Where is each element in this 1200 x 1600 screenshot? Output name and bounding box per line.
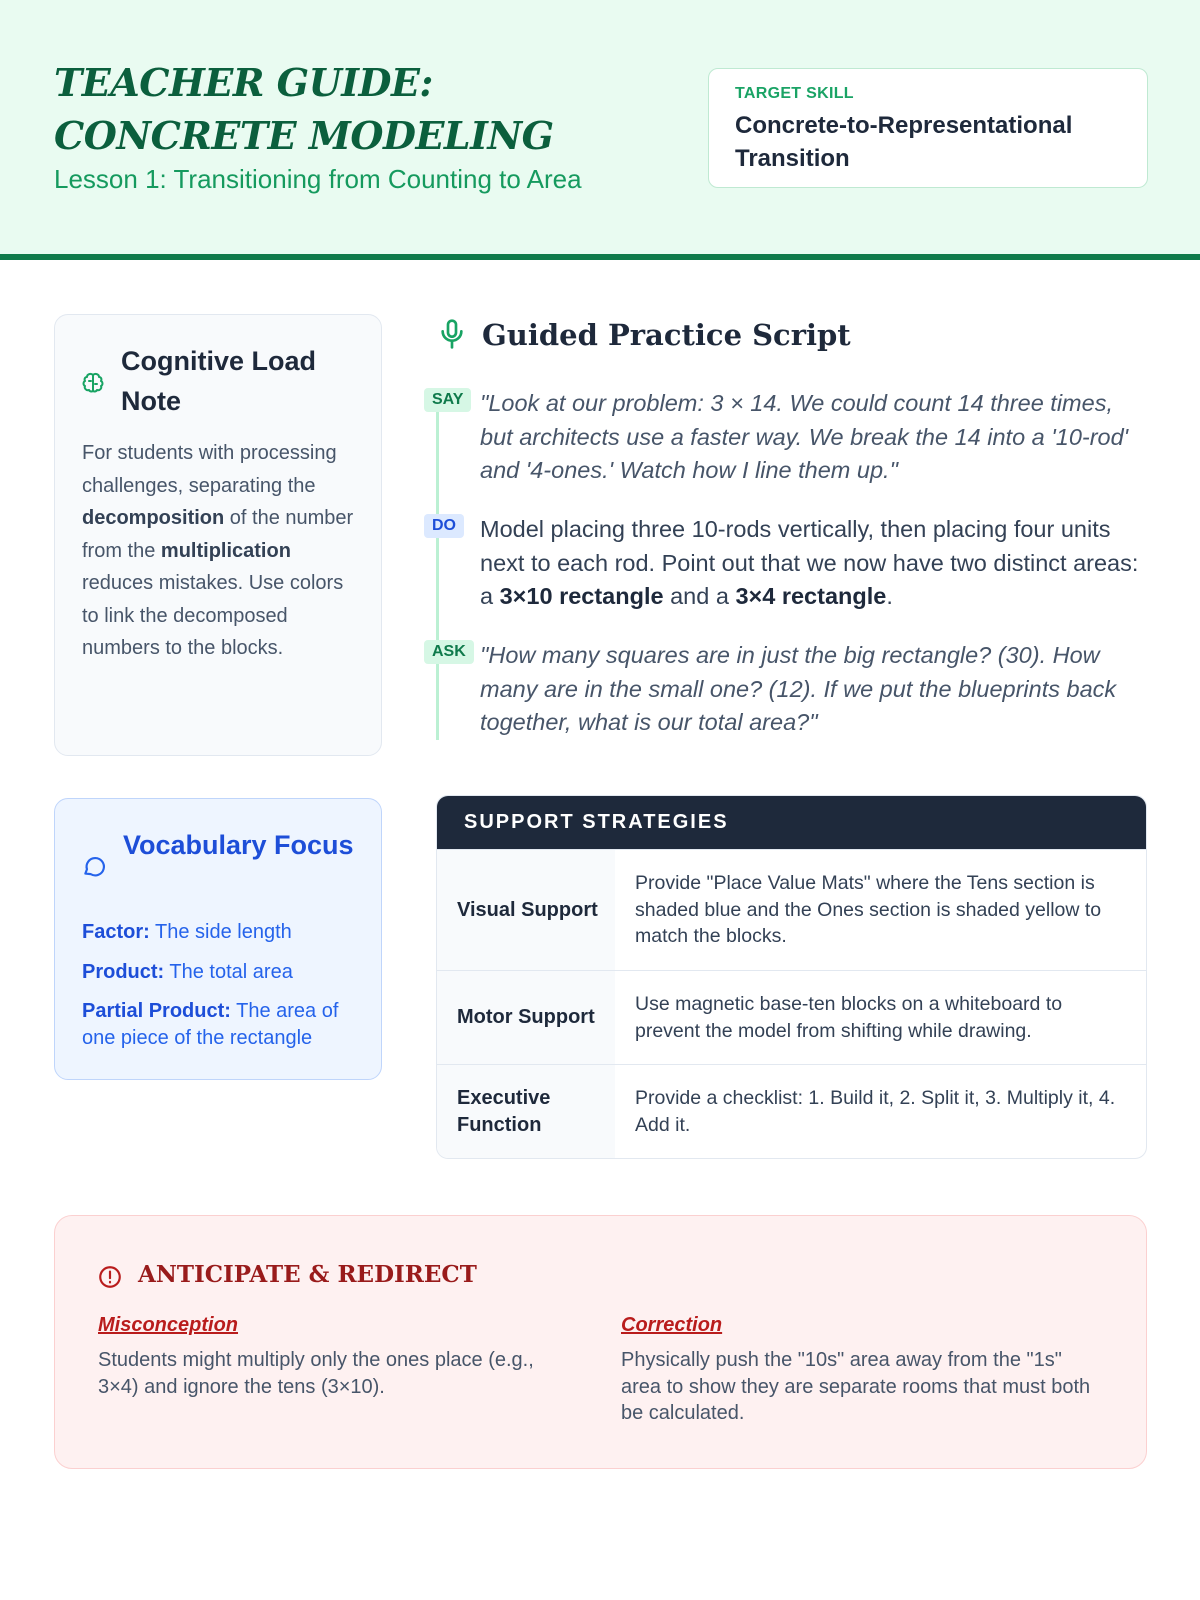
cognitive-load-note: [54, 314, 382, 756]
target-skill-value: Concrete-to-Representational Transition: [735, 112, 1073, 172]
brain-icon: [81, 371, 105, 400]
page-title: TEACHER GUIDE: CONCRETE MODELING: [54, 60, 554, 158]
strategy-value: Provide a checklist: 1. Build it, 2. Split it, 3. Multiply it, 4. Add it.: [635, 1087, 1116, 1136]
do-text: Model placing three 10-rods vertically, then placing four units next to each rod. Point out that we now have two distinct areas: a 3×10 rectangle and a 3×4 rectangle.: [480, 516, 1139, 609]
vocabulary-focus: [54, 798, 382, 1080]
target-skill-card: [708, 68, 1148, 188]
vocab-item-factor: Factor: The side length: [82, 921, 292, 943]
support-strategies-table: [436, 795, 1147, 1159]
misconception-label: Misconception: [98, 1314, 239, 1336]
strategy-label: Executive Function: [437, 1065, 615, 1158]
vocab-item-partial-product: Partial Product: The area of one piece of the rectangle: [82, 1000, 339, 1049]
anticipate-title: ANTICIPATE & REDIRECT: [138, 1261, 477, 1288]
do-tag: DO: [424, 514, 464, 538]
microphone-icon: [436, 318, 468, 355]
table-row: [437, 970, 1146, 1064]
ask-tag: ASK: [424, 640, 474, 664]
say-text: "Look at our problem: 3 × 14. We could count 14 three times, but architects use a faster way. We break the 14 into a '10-rod' and '4-ones.' Watch how I line them up.": [480, 390, 1129, 483]
vocabulary-list: [82, 919, 372, 1064]
ask-text: "How many squares are in just the big rectangle? (30). How many are in the small one? (12). If we put the blueprints back together, what is our total area?": [480, 642, 1117, 735]
speech-bubble-icon: [81, 853, 107, 884]
anticipate-redirect-card: [54, 1215, 1147, 1469]
cognitive-load-text: For students with processing challenges, separating the decomposition of the number from the multiplication reduces mistakes. Use colors to link the decomposed numbers to the blocks.: [82, 442, 354, 659]
correction-text: Physically push the "10s" area away from the "1s" area to show they are separate rooms that must both be calculated.: [621, 1349, 1091, 1424]
vocab-item-product: Product: The total area: [82, 960, 293, 983]
support-strategies-header: SUPPORT STRATEGIES: [437, 796, 1146, 849]
header: [0, 0, 1200, 260]
table-row: [437, 1064, 1146, 1158]
alert-circle-icon: [97, 1264, 123, 1295]
vocabulary-title: Vocabulary Focus: [123, 830, 354, 860]
target-skill-label: TARGET SKILL: [735, 85, 854, 102]
cognitive-load-title: Cognitive Load Note: [121, 346, 316, 416]
strategy-value: Provide "Place Value Mats" where the Tens section is shaded blue and the Ones section is shaded yellow to match the blocks.: [635, 872, 1102, 948]
strategy-label: Visual Support: [437, 850, 615, 970]
script-timeline: [436, 400, 439, 740]
strategy-value: Use magnetic base-ten blocks on a whiteboard to prevent the model from shifting while drawing.: [635, 993, 1063, 1042]
table-row: [437, 849, 1146, 970]
say-tag: SAY: [424, 388, 471, 412]
strategy-label: Motor Support: [437, 971, 615, 1064]
misconception-text: Students might multiply only the ones place (e.g., 3×4) and ignore the tens (3×10).: [98, 1349, 534, 1398]
correction-label: Correction: [621, 1314, 723, 1336]
lesson-subtitle: Lesson 1: Transitioning from Counting to Area: [54, 164, 582, 194]
script-title: Guided Practice Script: [482, 318, 851, 352]
